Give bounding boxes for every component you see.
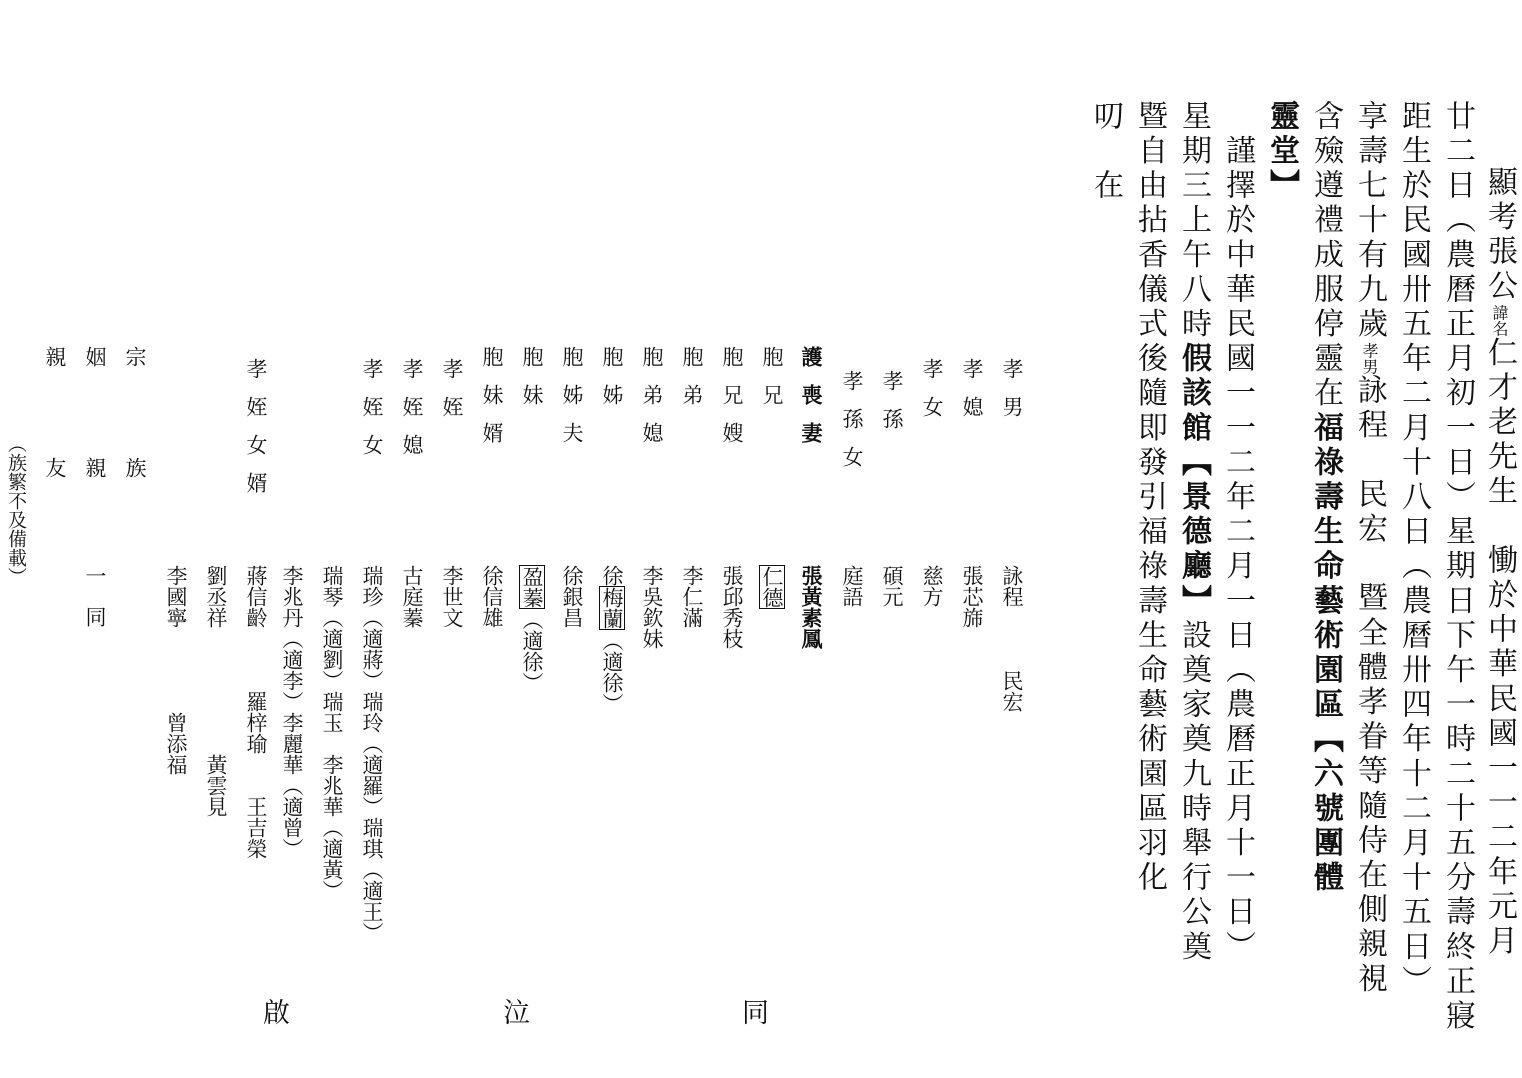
- family-label-13: 胞妹: [520, 346, 544, 422]
- family-names-14: 徐信雄: [480, 565, 504, 628]
- family-names-15: 李世文: [440, 565, 464, 628]
- family-names-9: 李仁滿: [680, 565, 704, 628]
- family-label-9: 胞弟: [680, 346, 704, 422]
- family-label-10: 胞弟媳: [640, 346, 664, 460]
- family-names-10: 李吳欽妹: [640, 565, 664, 649]
- family-names-19: 李兆丹（適李）李麗華（適曾）: [280, 565, 304, 859]
- family-label-1: 孝男: [1000, 358, 1024, 434]
- notice-line-5: 含殮遵禮成服停靈在福祿壽生命藝術園區【六號團體: [1308, 100, 1343, 896]
- family-names-20: 蔣信齡 羅梓瑜 王吉榮: [244, 565, 268, 859]
- notice-line-9: 暨自由拈香儀式後隨即發引福祿壽生命藝術園區羽化: [1132, 100, 1167, 896]
- family-label-6: 護喪妻: [799, 346, 824, 460]
- notice-line-10: 叨 在: [1088, 100, 1123, 204]
- family-label-7: 胞兄: [760, 346, 784, 422]
- family-names-7: 仁德: [760, 566, 784, 608]
- family-names-17: 瑞珍（適蔣）瑞玲（適羅）瑞琪（適王）: [360, 565, 384, 943]
- footer-word-tong: 同: [742, 998, 769, 1029]
- notice-line-2: 廿二日（農曆正月初一日）星期日下午一時二十五分壽終正寢: [1440, 100, 1475, 1035]
- family-names-8: 張邱秀枝: [720, 565, 744, 649]
- family-names-13: 盈蓁（適徐）: [520, 566, 544, 693]
- family-names-16: 古庭蓁: [400, 565, 424, 628]
- notice-line-3: 距生於民國卅五年二月十八日（農曆卅四年十二月十五日）: [1396, 100, 1431, 1000]
- notice-line-1: 顯考張公諱名仁才老先生 慟於中華民國一一二年元月: [1482, 166, 1517, 960]
- family-label-20: 孝姪女婿: [244, 358, 268, 510]
- notice-line-8: 星期三上午八時假該館【景德廳】設奠家奠九時舉行公奠: [1176, 100, 1211, 966]
- notice-line-6: 靈堂】: [1264, 100, 1299, 204]
- family-names-22: 李國寧 曾添福: [164, 565, 188, 775]
- family-names-18: 瑞琴（適劉）瑞玉 李兆華（適黃）: [320, 565, 344, 901]
- family-names-24: 一同: [83, 565, 107, 647]
- family-label-25: 親友: [43, 346, 67, 568]
- family-label-4: 孝孫: [880, 370, 904, 446]
- family-label-12: 胞姊夫: [560, 346, 584, 460]
- family-label-23: 宗族: [123, 346, 147, 568]
- family-names-5: 庭語: [840, 565, 864, 607]
- footer-word-qi: 泣: [503, 998, 530, 1029]
- notice-line-7: 謹擇於中華民國一一二年二月一日（農曆正月十一日）: [1220, 100, 1255, 965]
- family-label-5: 孝孫女: [840, 370, 864, 484]
- family-names-2: 張芯旆: [960, 565, 984, 628]
- family-label-3: 孝女: [920, 358, 944, 434]
- family-names-21: 劉丞祥 黃雲見: [204, 565, 228, 817]
- family-label-2: 孝媳: [960, 358, 984, 434]
- family-names-1: 詠程 民宏: [1000, 565, 1024, 712]
- family-names-4: 碩元: [880, 565, 904, 607]
- family-names-6: 張黃素鳳: [799, 565, 824, 649]
- footer-word-qi-announce: 啟: [263, 998, 290, 1029]
- family-names-12: 徐銀昌: [560, 565, 584, 628]
- family-label-24: 姻親: [83, 346, 107, 568]
- family-names-11: 徐梅蘭（適徐）: [600, 565, 624, 714]
- family-label-14: 胞妹婿: [480, 346, 504, 460]
- family-note: （族繁不及備載）: [5, 434, 27, 586]
- notice-line-4: 享壽七十有九歲孝男詠程 民宏 暨全體孝眷等隨侍在側親視: [1352, 100, 1387, 998]
- family-names-3: 慈方: [920, 565, 944, 607]
- family-label-17: 孝姪女: [360, 358, 384, 472]
- family-label-15: 孝姪: [440, 358, 464, 434]
- family-label-16: 孝姪媳: [400, 358, 424, 472]
- family-label-8: 胞兄嫂: [720, 346, 744, 460]
- family-label-11: 胞姊: [600, 346, 624, 422]
